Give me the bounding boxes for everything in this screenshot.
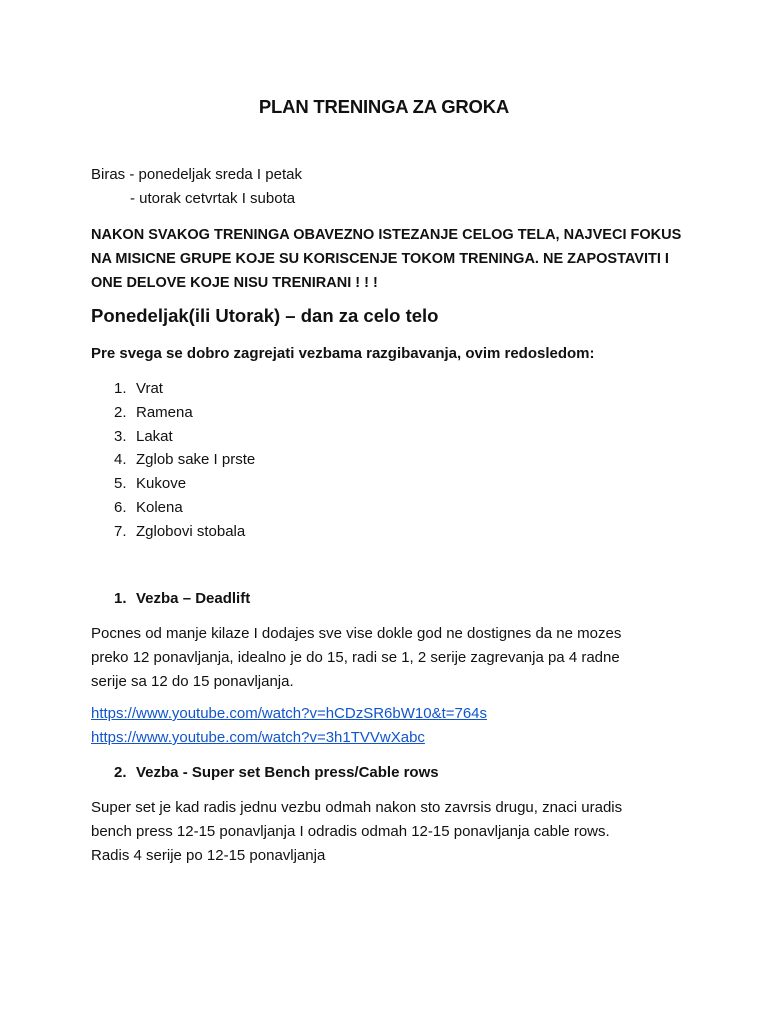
youtube-link-1[interactable]: https://www.youtube.com/watch?v=hCDzSR6bW10&t=764s: [91, 705, 488, 722]
warning-line-2: NA MISICNE GRUPE KOJE SU KORISCENJE TOKOM TRENINGA. NE ZAPOSTAVITI I: [91, 251, 669, 267]
warmup-list: [114, 377, 255, 544]
exercise-2-heading: 2. Vezba - Super set Bench press/Cable rows: [114, 764, 439, 781]
document-title: PLAN TRENINGA ZA GROKA: [258, 96, 510, 117]
warmup-intro: Pre svega se dobro zagrejati vezbama razgibavanja, ovim redosledom:: [91, 345, 595, 362]
schedule-line-1: Biras - ponedeljak sreda I petak: [91, 166, 302, 183]
schedule-line-2: - utorak cetvrtak I subota: [130, 190, 296, 207]
warning-paragraph: [91, 223, 691, 295]
exercise-1-description: Pocnes od manje kilaze I dodajes sve vise dokle god ne dostignes da ne mozes preko 12 ponavljanja, idealno je do 15, radi se 1, 2 serije zagrevanja pa 4 radne serije sa 12 do 15 ponavljanja.: [91, 625, 622, 690]
day-heading: Ponedeljak(ili Utorak) – dan za celo telo: [91, 305, 439, 326]
warning-line-3: ONE DELOVE KOJE NISU TRENIRANI ! ! !: [91, 275, 378, 291]
list-item: 2. Ramena: [114, 403, 193, 421]
list-item: 5. Kukove: [114, 475, 187, 493]
exercise-1-heading: 1. Vezba – Deadlift: [114, 590, 251, 607]
list-item: 7. Zglobovi stobala: [114, 522, 246, 540]
exercise-2-description: Super set je kad radis jednu vezbu odmah nakon sto zavrsis drugu, znaci uradis bench press 12-15 ponavljanja I odradis odmah 12-15 ponavljanja cable rows. Radis 4 serije po 12-15 ponavljanja: [91, 799, 623, 864]
list-item: 6. Kolena: [114, 498, 183, 516]
list-item: 3. Lakat: [114, 427, 173, 445]
list-item: 4. Zglob sake I prste: [114, 451, 256, 469]
youtube-link-2[interactable]: https://www.youtube.com/watch?v=3h1TVVwXabc: [91, 729, 425, 746]
warning-line-1: NAKON SVAKOG TRENINGA OBAVEZNO ISTEZANJE CELOG TELA, NAJVECI FOKUS: [91, 227, 682, 243]
list-item: 1. Vrat: [114, 380, 163, 397]
